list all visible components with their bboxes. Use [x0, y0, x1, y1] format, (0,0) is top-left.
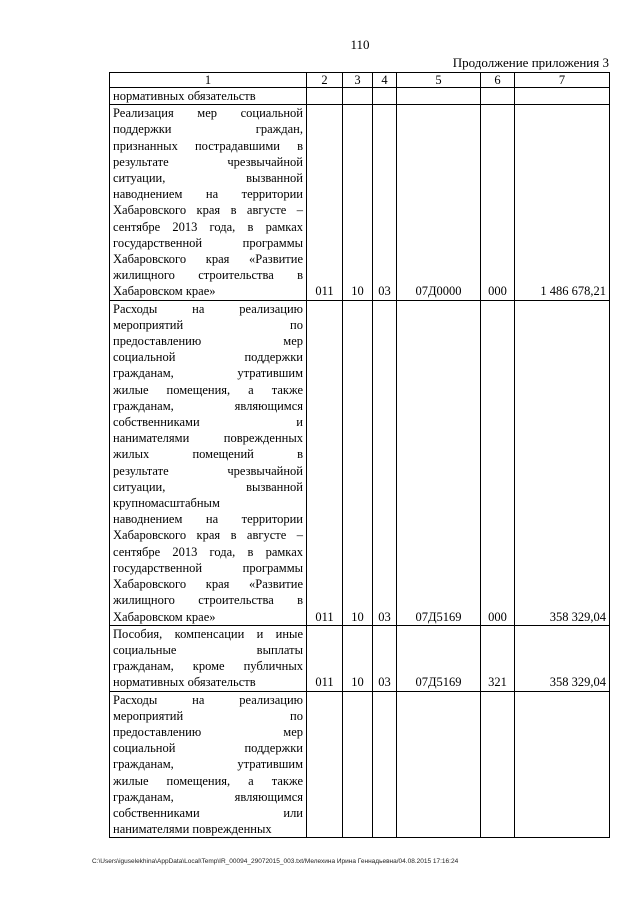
file-path-footer: C:\Users\iguselekhina\AppData\Local\Temp\IR_00094_29072015_003.txt/Мелехина Ирина Геннадьевна/04.08.2015 17:16:24	[92, 858, 459, 865]
ministry-code-cell: 011	[307, 625, 343, 691]
ministry-code-cell	[307, 88, 343, 105]
row-name-line: Хабаровском крае»	[113, 284, 216, 299]
row-name-line: гражданам, кроме публичных	[113, 659, 303, 674]
table-row	[110, 88, 610, 105]
row-name-line: Хабаровского края в августе –	[113, 528, 303, 543]
section-code-cell: 10	[343, 105, 373, 300]
table-row	[110, 300, 610, 625]
row-name-line: государственной программы	[113, 235, 303, 250]
amount-cell	[515, 88, 610, 105]
row-name-line: Пособия, компенсации и иные	[113, 626, 303, 641]
row-name-line: Расходы на реализацию	[113, 301, 303, 316]
target-article-cell	[397, 88, 481, 105]
expense-type-cell: 321	[481, 625, 515, 691]
appendix-continuation-label: Продолжение приложения 3	[452, 55, 609, 70]
row-name-line: Хабаровском крае»	[113, 609, 216, 624]
row-name-line: признанных пострадавшими в	[113, 138, 303, 153]
amount-cell: 1 486 678,21	[515, 105, 610, 300]
expense-type-cell: 000	[481, 105, 515, 300]
ministry-code-cell: 011	[307, 105, 343, 300]
row-name-line: нормативных обязательств	[113, 675, 256, 690]
subsection-code-cell	[373, 691, 397, 838]
row-name-line: нанимателями поврежденных	[113, 822, 272, 837]
section-code-cell: 10	[343, 625, 373, 691]
page-number: 110	[350, 37, 370, 52]
row-name-line: гражданам, являющимся	[113, 789, 303, 804]
expense-type-cell	[481, 691, 515, 838]
header-col-1: 1	[110, 73, 307, 88]
header-row	[110, 73, 610, 88]
header-col-5: 5	[397, 73, 481, 88]
row-name-line: мероприятий по	[113, 317, 303, 332]
amount-cell: 358 329,04	[515, 300, 610, 625]
row-name-line: Реализация мер социальной	[113, 106, 303, 121]
subsection-code-cell: 03	[373, 300, 397, 625]
row-name-line: социальной поддержки	[113, 350, 303, 365]
row-name-cell	[110, 691, 307, 838]
row-name-line: сентябре 2013 года, в рамках	[113, 544, 303, 559]
row-name-line: предоставлению мер	[113, 334, 303, 349]
row-name-line: социальные выплаты	[113, 642, 303, 657]
row-name-line: социальной поддержки	[113, 741, 303, 756]
row-name-line: ситуации, вызванной	[113, 171, 303, 186]
row-name-line: результате чрезвычайной	[113, 463, 303, 478]
expense-type-cell: 000	[481, 300, 515, 625]
row-name-line: собственниками и	[113, 415, 303, 430]
row-name-line: государственной программы	[113, 560, 303, 575]
row-name-cell	[110, 300, 307, 625]
row-name-line: нанимателями поврежденных	[113, 431, 303, 446]
header-col-4: 4	[373, 73, 397, 88]
row-name-line: жилищного строительства в	[113, 593, 303, 608]
row-name-line: гражданам, утратившим	[113, 366, 303, 381]
row-name-line: Расходы на реализацию	[113, 692, 303, 707]
row-name-line: гражданам, являющимся	[113, 398, 303, 413]
subsection-code-cell	[373, 88, 397, 105]
expense-type-cell	[481, 88, 515, 105]
row-name-line: поддержки граждан,	[113, 122, 303, 137]
ministry-code-cell: 011	[307, 300, 343, 625]
row-name-line: собственниками или	[113, 805, 303, 820]
row-name-line: мероприятий по	[113, 708, 303, 723]
section-code-cell: 10	[343, 300, 373, 625]
row-name-line: наводнением на территории	[113, 512, 303, 527]
row-name-line: крупномасштабным	[113, 496, 220, 511]
target-article-cell: 07Д5169	[397, 625, 481, 691]
header-col-2: 2	[307, 73, 343, 88]
row-name-line: жилых помещений в	[113, 447, 303, 462]
header-col-3: 3	[343, 73, 373, 88]
row-name-line: жилые помещения, а также	[113, 773, 303, 788]
row-name-line: нормативных обязательств	[113, 89, 256, 103]
row-name-cell	[110, 88, 307, 105]
table-header	[110, 73, 610, 88]
table-row	[110, 105, 610, 300]
row-name-cell	[110, 625, 307, 691]
table-row	[110, 625, 610, 691]
target-article-cell: 07Д0000	[397, 105, 481, 300]
ministry-code-cell	[307, 691, 343, 838]
amount-cell: 358 329,04	[515, 625, 610, 691]
header-col-6: 6	[481, 73, 515, 88]
row-name-line: сентябре 2013 года, в рамках	[113, 219, 303, 234]
row-name-line: гражданам, утратившим	[113, 757, 303, 772]
budget-table	[109, 72, 610, 838]
target-article-cell: 07Д5169	[397, 300, 481, 625]
subsection-code-cell: 03	[373, 105, 397, 300]
row-name-line: ситуации, вызванной	[113, 479, 303, 494]
section-code-cell	[343, 88, 373, 105]
subsection-code-cell: 03	[373, 625, 397, 691]
amount-cell	[515, 691, 610, 838]
row-name-line: жилые помещения, а также	[113, 382, 303, 397]
section-code-cell	[343, 691, 373, 838]
row-name-line: жилищного строительства в	[113, 268, 303, 283]
row-name-line: Хабаровского края в августе –	[113, 203, 303, 218]
row-name-cell	[110, 105, 307, 300]
row-name-line: наводнением на территории	[113, 187, 303, 202]
row-name-line: результате чрезвычайной	[113, 154, 303, 169]
header-col-7: 7	[515, 73, 610, 88]
target-article-cell	[397, 691, 481, 838]
row-name-line: предоставлению мер	[113, 724, 303, 739]
row-name-line: Хабаровского края «Развитие	[113, 252, 303, 267]
table-row	[110, 691, 610, 838]
row-name-line: Хабаровского края «Развитие	[113, 577, 303, 592]
table-body	[110, 88, 610, 838]
